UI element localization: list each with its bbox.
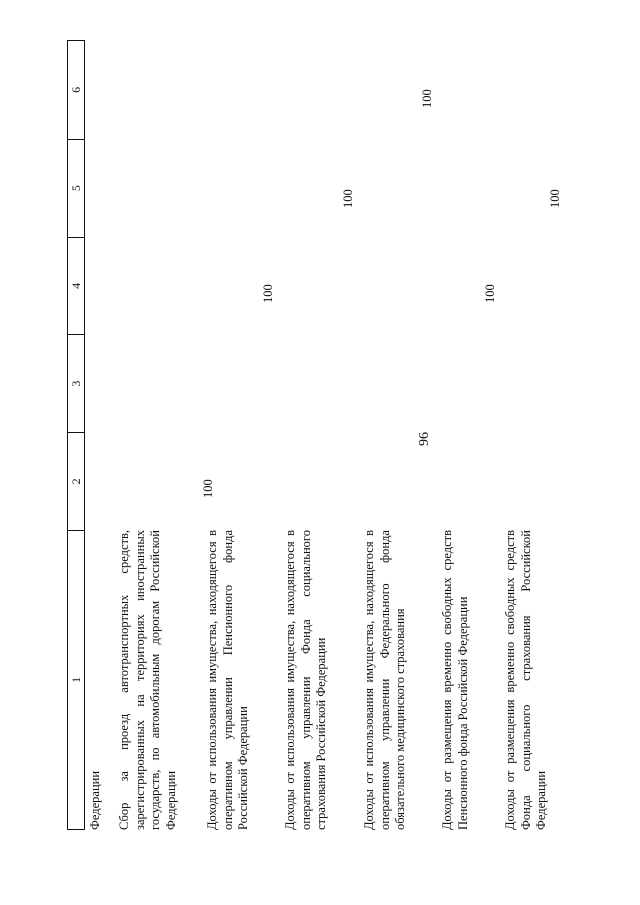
row-label: Доходы от использования имущества, находящегося в оперативном управлении Пенсионного фонда Российской Федерации <box>205 530 250 830</box>
header-col-4: 4 <box>68 237 84 335</box>
page-number: 96 <box>417 432 432 446</box>
row-label: Доходы от размещения временно свободных средств Фонда социального страхования Российской Федерации <box>503 530 548 830</box>
value-col-4: 100 <box>483 284 497 303</box>
table-header-row <box>67 40 85 830</box>
value-col-5: 100 <box>341 189 355 208</box>
header-col-2: 2 <box>68 432 84 530</box>
value-col-5: 100 <box>548 189 562 208</box>
value-col-4: 100 <box>261 284 275 303</box>
row-label: Доходы от использования имущества, находящегося в оперативном управлении Фонда социального страхования Российской Федерации <box>283 530 328 830</box>
header-col-3: 3 <box>68 334 84 432</box>
value-col-2: 100 <box>201 479 215 498</box>
header-col-5: 5 <box>68 139 84 237</box>
header-col-1: 1 <box>68 530 84 829</box>
row-label: Доходы от размещения временно свободных средств Пенсионного фонда Российской Федерации <box>440 530 470 830</box>
header-col-6: 6 <box>69 86 83 93</box>
budget-table <box>67 40 627 830</box>
row-label: Сбор за проезд автотранспортных средств, зарегистрированных на территориях иностранных государств, по автомобильным дорогам Российской Федерации <box>117 530 178 830</box>
row-label: Доходы от использования имущества, находящегося в оперативном управлении Федерального фонда обязательного медицинского страхования <box>362 530 407 830</box>
row-label: Федерации <box>88 770 102 830</box>
value-col-6: 100 <box>420 89 434 108</box>
